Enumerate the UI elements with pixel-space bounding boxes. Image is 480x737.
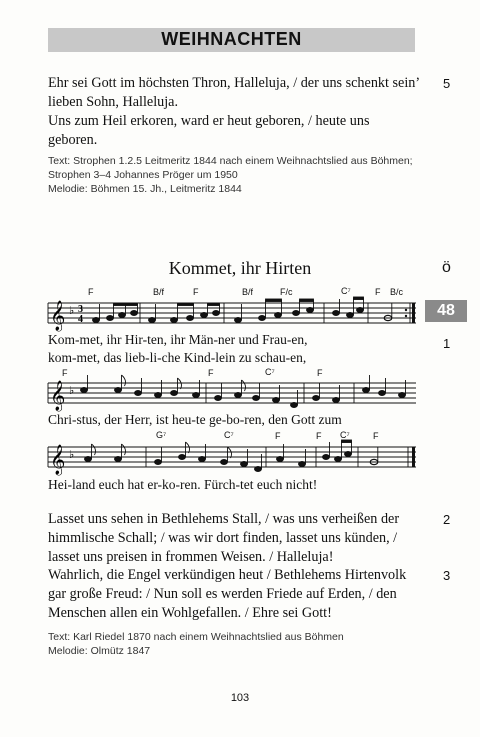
lyric-line: Kom-met, ihr Hir-ten, ihr Män-ner und Frau-en,	[48, 332, 308, 347]
treble-clef-icon: 𝄞	[50, 445, 66, 475]
treble-clef-icon: 𝄞	[50, 381, 66, 411]
music-staff-2	[48, 378, 420, 438]
section-header	[48, 28, 415, 52]
svg-text:♭: ♭	[69, 384, 75, 397]
chord: F	[317, 368, 323, 378]
svg-text:4: 4	[78, 314, 83, 325]
verse-line: Wahrlich, die Engel verkündigen heut / Bethlehems Hirtenvolk	[48, 567, 407, 583]
verse-line: himmlische Schall; / was wir dort finden, lasset uns künden, /	[48, 530, 398, 546]
verse-3	[48, 566, 420, 623]
verse-number-2: 2	[443, 512, 451, 527]
chord: F	[373, 431, 379, 441]
verse-line: lasset uns preisen in frommen Weisen. / Halleluja!	[48, 549, 334, 565]
svg-text:3: 3	[78, 304, 83, 315]
lyric-line: Hei-land euch hat er-ko-ren. Fürch-tet euch nicht!	[48, 477, 318, 492]
credit-line: Melodie: Olmütz 1847	[48, 645, 151, 657]
chord: C⁷	[224, 430, 234, 440]
svg-text:♭: ♭	[69, 448, 75, 461]
verse-line: Menschen allen ein Wohlgefallen. / Ehre sei Gott!	[48, 605, 332, 621]
verse-5	[48, 74, 420, 150]
chord: G⁷	[156, 430, 167, 440]
chord: F	[275, 431, 281, 441]
verse-number-3: 3	[443, 568, 451, 583]
lyric-line: kom-met, das lieb-li-che Kind-lein zu schau-en,	[48, 350, 307, 365]
credit-line: Melodie: Böhmen 15. Jh., Leitmeritz 1844	[48, 183, 242, 195]
chord: F	[62, 368, 68, 378]
section-title: WEIHNACHTEN	[161, 29, 302, 49]
chord: F	[193, 287, 199, 297]
chord: B/f	[242, 287, 254, 297]
chord: F	[88, 287, 94, 297]
credit-line: Text: Strophen 1.2.5 Leitmeritz 1844 nach einem Weihnachtslied aus Böhmen;	[48, 155, 413, 167]
music-staff-3	[48, 442, 420, 502]
chord: C⁷	[265, 367, 275, 377]
chord: F	[375, 287, 381, 297]
side-letter: ö	[442, 259, 451, 276]
chord: C⁷	[340, 430, 350, 440]
chord: B/c	[390, 287, 404, 297]
chord: F	[316, 431, 322, 441]
credits-bottom	[48, 630, 428, 658]
music-staff-1	[48, 298, 420, 358]
verse-line: Uns zum Heil erkoren, ward er heut geboren, / heute uns	[48, 113, 370, 129]
verse-2	[48, 510, 420, 567]
chord: C⁷	[341, 286, 351, 296]
chord: F	[208, 368, 214, 378]
verse-line: lieben Sohn, Halleluja.	[48, 94, 179, 110]
page-number: 103	[230, 692, 250, 704]
verse-number-1: 1	[443, 336, 451, 351]
lyric-line: Chri-stus, der Herr, ist heu-te ge-bo-ren, den Gott zum	[48, 412, 342, 427]
verse-line: geboren.	[48, 132, 98, 148]
treble-clef-icon: 𝄞	[50, 301, 66, 331]
credit-line: Strophen 3–4 Johannes Pröger um 1950	[48, 169, 238, 181]
credit-line: Text: Karl Riedel 1870 nach einem Weihnachtslied aus Böhmen	[48, 631, 344, 643]
svg-text:♭: ♭	[69, 304, 75, 317]
chord: F/c	[280, 287, 293, 297]
verse-line: gar große Freud: / Nun soll es werden Friede auf Erden, / den	[48, 586, 397, 602]
verse-number-5: 5	[443, 76, 451, 91]
song-number-tab: 48	[425, 300, 467, 322]
credits-top	[48, 154, 428, 196]
verse-line: Ehr sei Gott im höchsten Thron, Halleluja, / der uns schenkt sein’	[48, 75, 421, 91]
song-title: Kommet, ihr Hirten	[168, 258, 312, 278]
chord: B/f	[153, 287, 165, 297]
verse-line: Lasset uns sehen in Bethlehems Stall, / was uns verheißen der	[48, 511, 400, 527]
